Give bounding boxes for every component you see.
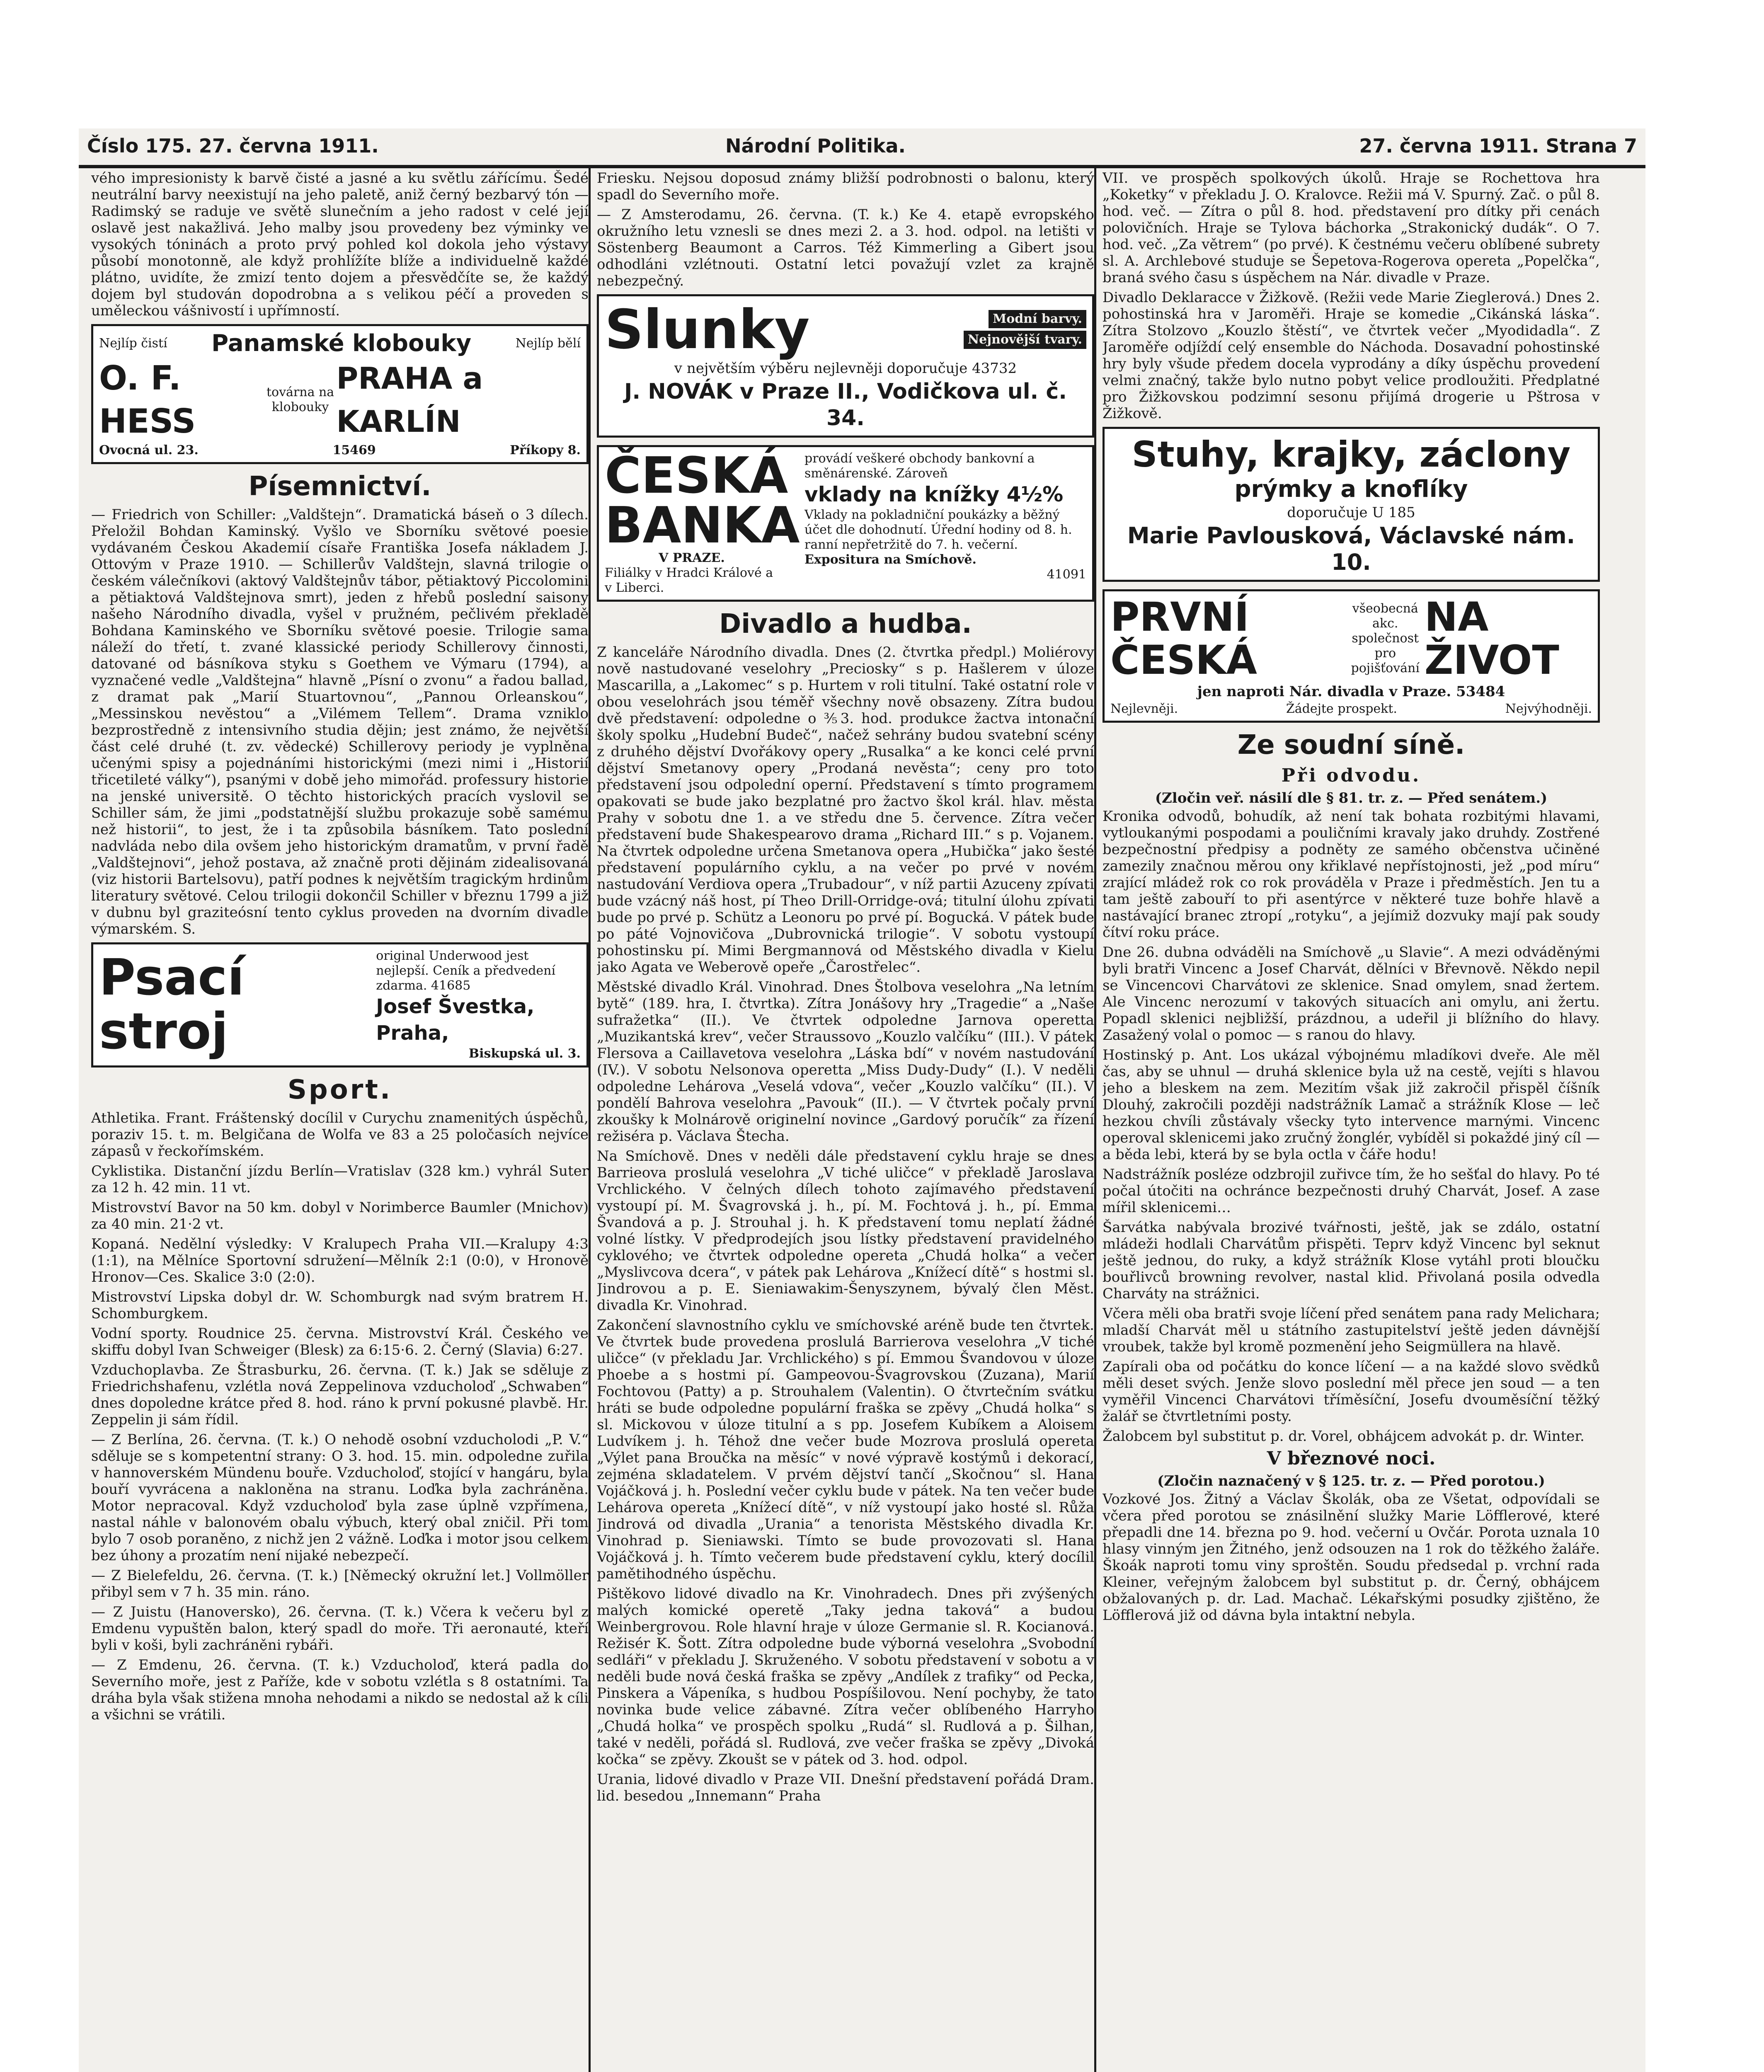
- ad-text: V PRAZE.: [659, 551, 725, 565]
- court-paragraph: Včera měli oba bratři svoje líčení před senátem pana rady Melichara; mladší Charvát měl u státního zastupitelství ještě jeden dávnější vroubek, takže byl kromě pozmenění jeho Seigmüllera na hlavě.: [1102, 1305, 1600, 1355]
- ad-text: doporučuje U 185: [1287, 504, 1415, 521]
- ad-highlight: vklady na knížky 4½%: [804, 482, 1064, 506]
- theatre-item: Z kanceláře Národního divadla. Dnes (2. čtvrtka předpl.) Moliérovy nově nastudované veselohry „Preciosky“ s p. Hašlerem v úloze Mascarilla, a „Lakomec“ s p. Hurtem v roli titulní. Také ostatní role v obou veselohrách jsou téměř všechny nově obsazeny. Zítra budou dvě představení: odpoledne o ⅗3. hod. produkce žactva intonační školy spolku „Hudební Budeč“, načež sehrány budou svatební scény z druhého dějství Dvořákovy opery „Rusalka“ a ke konci celé první dějství Smetanovy opery „Prodaná nevěsta“; ceny pro toto představení jsou odpolední operní. Představení s tímto programem opakovati se bude jako bezplatné pro žactvo škol král. hlav. města Prahy v sobotu dne 1. a ve středu dne 5. července. Zítra večer představení bude Shakespearovo drama „Richard III.“ s p. Vojanem. Na čtvrtek odpoledne určena Smetanova opera „Hubička“ jako šesté představení populárního cyklu, a na večer po prvé v novém nastudování Verdiova opera „Trubadour“, v níž partii Azuceny zpívati bude vzácný náš host, pí Theo Drill-Orridge-ová; titulní úlohu zpívati bude po prvé p. Schütz a Leonoru po prvé pí. Bogucká. V pátek bude po páté Vojnovičova „Dubrovnická trilogie“. V sobotu vystoupí pohostinsku pí. Mimi Bergmannová od Městského divadla v Kielu jako Agata ve Weberově opeře „Čarostřelec“.: [597, 644, 1094, 975]
- ad-code: 15469: [332, 443, 376, 457]
- section-title-court: Ze soudní síně.: [1237, 730, 1465, 760]
- ad-text: Nejvýhodněji.: [1505, 702, 1592, 716]
- sport-item: Vodní sporty. Roudnice 25. června. Mistrovství Král. Českého ve skiffu dobyl Ivan Schweiger (Blesk) za 6:15·6. 2. Černý (Slavia) 6:27.: [91, 1325, 589, 1358]
- header-date-page: 27. června 1911. Strana 7: [1359, 135, 1637, 157]
- ad-text: Expositura na Smíchově.: [804, 552, 976, 567]
- court-charge: (Zločin naznačený v § 125. tr. z. — Před porotou.): [1157, 1473, 1545, 1489]
- header-issue: Číslo 175. 27. června 1911.: [87, 135, 379, 157]
- ad-company: J. NOVÁK v Praze II., Vodičkova ul. č. 34.: [624, 379, 1067, 431]
- theatre-item: VII. ve prospěch spolkových úkolů. Hraje se Rochettova hra „Koketky“ v překladu J. O. Kralovce. Režii má V. Spurný. Zač. o půl 8. hod. več. — Zítra o půl 8. hod. představení pro dítky při cenách polovičních. Hraje se Tylova báchorka „Strakonický dudák“. O 7. hod. več. „Za větrem“ (po prvé). K čestnému večeru oblíbené subrety sl. A. Archlebové studuje se Šepetova-Rogerova opereta „Popelčka“, braná svého času s úspěchem na Nár. divadle v Praze.: [1102, 170, 1600, 286]
- section-title-theatre: Divadlo a hudba.: [719, 609, 972, 639]
- ad-text: Nejlíp čistí: [99, 336, 167, 351]
- sport-item: Mistrovství Lipska dobyl dr. W. Schomburgk nad svým bratrem H. Schomburgkem.: [91, 1289, 589, 1322]
- ad-company: O. F. HESS: [99, 359, 196, 441]
- theatre-item: Urania, lidové divadlo v Praze VII. Dnešní představení pořádá Dram. lid. besedou „Innemann“ Praha: [597, 1771, 1094, 1804]
- header-masthead: Národní Politika.: [725, 135, 906, 157]
- sport-item: Kopaná. Nedělní výsledky: V Kralupech Praha VII.—Kralupy 4:3 (1:1), na Mělníce Sportovní sdružení—Mělník 2:1 (0:0), v Hronově Hronov—Ces. Skalice 3:0 (2:0).: [91, 1236, 589, 1285]
- ad-text: Filiálky v Hradci Králové a v Liberci.: [605, 566, 773, 595]
- ad-address: Příkopy 8.: [510, 443, 581, 457]
- theatre-item: Městské divadlo Král. Vinohrad. Dnes Štolbova veselohra „Na letním bytě“ (189. hra, I. čtvrtka). Zítra Jonášovy hry „Tragedie“ a „Naše sufražetka“ (II.). Ve čtvrtek odpoledne Jarnova operetta „Muzikantská krev“, večer Straussovo „Kouzlo valčíku“ (III.). V pátek Flersova a Caillavetova veselohra „Láska bdí“ v novém nastudování (IV.). V sobotu Nelsonova operetta „Miss Dudy-Dudy“ (I.). V neděli odpoledne Lehárova „Veselá vdova“, večer „Kouzlo valčíku“ (II.). V pondělí Bahrova veselohra „Pavouk“ (II.). — V čtvrtek počaly první zkoušky k Molnárově originelní novince „Gardový poručík“ za řízení režiséra p. Václava Štecha.: [597, 979, 1094, 1145]
- court-paragraph: Kronika odvodů, bohudík, až není tak bohata rozbitými hlavami, vytloukanými pospodami a pouličními kravaly jako druhdy. Zostřené bezpečnostní předpisy a podněty ze samého občenstva učiněné zamezily značnou měrou ony křiklavé nepřístojnosti, jež „pod míru“ zrající mládež rok co rok prováděla v Praze i předměstích. Jen tu a tam ještě zabouří to při asentýrce v některé tuze bohře hlavě a nastávající branec ztropí „rotyku“, a jejímiž dozvuky mají pak soudy čítví roku práce.: [1102, 808, 1600, 941]
- sport-item: — Z Juistu (Hanoversko), 26. června. (T. k.) Včera k večeru byl z Emdenu vypuštěn balon, který spadl do moře. Tři aeronauté, kteří byli v koši, byli zachráněni rybáři.: [91, 1604, 589, 1653]
- theatre-item: Zakončení slavnostního cyklu ve smíchovské aréně bude ten čtvrtek. Ve čtvrtek bude provedena proslulá Barrierova veselohra „V tiché uličce“ (v překladu Jar. Vrchlického) s pí. Emmou Švandovou v úloze Phoebe a s hostmi pí. Gampeovou-Švagrovskou (Zuzana), Marií Fochtovou (Patty) a p. Strouhalem (Valentin). O čtvrtečním svátku hráti se bude odpoledne populární fraška se zpěvy „Chudá holka“ s sl. Mickovou v úloze titulní a s pp. Josefem Kubíkem a Aloisem Ludvíkem j. h. Téhož dne večer bude Mozrova proslulá opereta „Výlet pana Broučka na měsíc“ v nové výpravě kostýmů i dekorací, zejména skladatelem. V prvém dějství tančí „Skočnou“ sl. Hana Vojáčková j. h. Poslední večer cyklu bude v pátek. Na ten večer bude Lehárova opereta „Knížecí dítě“, v níž vystoupí jako hosté sl. Růža Jindrová od divadla „Urania“ a tenorista Městského divadla Kr. Vinohrad p. Sieniawski. Tímto se bude provozovati sl. Hana Vojáčková j. h. Tímto večerem bude představení cyklu, který docílil pamětihodného úspěchu.: [597, 1317, 1094, 1582]
- ad-text: Žádejte prospekt.: [1286, 702, 1397, 716]
- ad-title: NA ŽIVOT: [1424, 594, 1559, 683]
- ad-ceska-banka: [597, 445, 1094, 602]
- ad-code: 41091: [1047, 567, 1086, 582]
- column-3: [1102, 170, 1600, 2072]
- ad-text: original Underwood jest nejlepší. Ceník a předvedení zdarma. 41685: [376, 949, 556, 993]
- header-rule: [79, 165, 1645, 168]
- ad-hess-hats: [91, 324, 589, 464]
- ad-title: ČESKÁ: [605, 447, 788, 505]
- court-paragraph: Hostinský p. Ant. Los ukázal výbojnému mladíkovi dveře. Ale měl čas, aby se uhnul — druhá sklenice byla už na cestě, vejíti s hlavou jeho a bleskem na zem. Mezitím však již zakročil přispěl číšník Dlouhý, zakročili později nadstrážník Lamač a strážník Klose — leč hezkou chvíli zůstávaly všecky tyto intervence marnými. Vincenc operoval sklenicemi jako zručný žonglér, vybíděl si pokaždé jiný cíl — a běda lebi, která by se byla octla v čáře hodu!: [1102, 1047, 1600, 1163]
- ad-address: Biskupská ul. 3.: [468, 1046, 581, 1061]
- page-header: [79, 131, 1645, 164]
- ad-subtitle: prýmky a knoflíky: [1234, 476, 1468, 503]
- ad-text: všeobecná akc. společnost pro pojišťování: [1351, 601, 1420, 675]
- ad-text: v největším výběru nejlevněji doporučuje 43732: [674, 360, 1017, 377]
- court-subtitle: V březnové noci.: [1267, 1448, 1436, 1469]
- ad-city: PRAHA a KARLÍN: [336, 361, 483, 439]
- ad-text: Nejlíp bělí: [515, 336, 581, 351]
- ad-company: Marie Pavlousková, Václavské nám. 10.: [1127, 523, 1575, 575]
- court-paragraph: Zapírali oba od počátku do konce líčení — a na každé slovo svědků měli deset svých. Jenže slovo poslední měl přece jen soud — a ten vyměřil Vincenci Charvátovi tříměsíční, Josefu dvouměsíční těžký žalář se čtvrtletními posty.: [1102, 1358, 1600, 1425]
- court-subtitle: Při odvodu.: [1281, 765, 1421, 786]
- court-charge: (Zločin veř. násilí dle § 81. tr. z. — Před senátem.): [1155, 790, 1548, 806]
- court-paragraph: Dne 26. dubna odváděli na Smíchově „u Slavie“. A mezi odváděnými byli bratři Vincenc a Josef Charvát, dělníci v Břevnově. Někdo nepil se Vincencovi Charvátovi ze sklenice. Snad omylem, snad žertem. Ale Vincenc nerozumí v takových situacích ani omylu, ani žertu. Popadl sklenici nejbližší, prázdnou, a udeřil ji blížního do hlavy. Zasažený volal o pomoc — s ranou do hlavy.: [1102, 944, 1600, 1043]
- ad-stuhy: [1102, 427, 1600, 582]
- section-title-sport: Sport.: [287, 1075, 393, 1105]
- column-2: [597, 170, 1094, 2072]
- ad-title: PRVNÍ ČESKÁ: [1110, 594, 1257, 683]
- ad-text: továrna na klobouky: [266, 385, 334, 414]
- ad-text: Modní barvy.: [989, 310, 1086, 328]
- ad-company: Josef Švestka, Praha,: [376, 995, 535, 1045]
- ad-title: Psací stroj: [99, 949, 245, 1060]
- sport-item: — Z Berlína, 26. června. (T. k.) O nehodě osobní vzducholodi „P. V.“ sděluje se s kompetentní strany: O 3. hod. 15. min. odpoledne zuřila v hannoverském Mündenu bouře. Vzducholoď, stojící v hangáru, byla bouří vyvrácena a nakloněna na stranu. Loďka byla zachráněna. Motor nepracoval. Když vzducholoď byla zase úplně vzpřímena, nastal náhle v balonovém obalu výbuch, který obal zničil. Při tom bylo 7 osob poraněno, z nichž jen 2 vážně. Loďka i motor jsou celkem bez úhony a prozatím není nijaké nebezpečí.: [91, 1431, 589, 1564]
- sport-item: Mistrovství Bavor na 50 km. dobyl v Norimberce Baumler (Mnichov) za 40 min. 21·2 vt.: [91, 1199, 589, 1232]
- ad-insurance: [1102, 589, 1600, 723]
- article-literature: — Friedrich von Schiller: „Valdštejn“. Dramatická báseň o 3 dílech. Přeložil Bohdan Kaminský. Vyšlo ve Sborníku světové poesie vydávaném Českou Akademií císaře Františka Josefa nákladem J. Ottovým v Praze 1910. — Schillerův Valdštejn, slavná trilogie o českém válečníkovi (aktový Valdštejnův tábor, pětiaktový Piccolomini a pětiaktová Valdštejnova smrt), jeden z hřebů poslední saisony našeho Národního divadla, vyšel v pružném, pečlivém překladě Bohdana Kaminského ve Sborníku světové poesie. Trilogie sama náleží do třetí, t. zvané klassické periody Schillerovy činnosti, datované od básníkova styku s Goethem ve Výmaru (1794), a vyznačené vedle „Valdštejna“ hlavně „Písní o zvonu“ a řadou ballad, z dramat pak „Marií Stuartovnou“, „Pannou Orleanskou“, „Messinskou nevěstou“ a „Vilémem Tellem“. Drama vzniklo bezprostředně z intensivního studia dějin; jest známo, že největší část celé druhé (t. zv. vědecké) Schillerovy periody je vyplněna učenými spisy a pojednáními historickými (mezi nimi i „Historií třicetileté války“), psanými v době jeho mimořád. professury historie na jenské universitě. O těchto historických pracích vyslovil se Schiller sám, že jimi „podstatnější službu prokazuje sobě samému než historii“, to jest, že i ta způsobila básníkem. Tato poslední nadvláda nebo dila ovšem jeho historickým dramatům, v první řadě „Valdštejnovi“, jehož postava, až značně proti dějinám zidealisovaná (viz historii Bartelsovu), patří podnes k největším tragickým hrdinům literatury světové. Celou trilogii dokončil Schiller v březnu 1799 a již v dubnu byl graziteósní tento cyklus proveden na dvorním divadle výmarském. S.: [91, 506, 589, 937]
- sport-item: — Z Bielefeldu, 26. června. (T. k.) [Německý okružní let.] Vollmöller přibyl sem v 7 h. 35 min. ráno.: [91, 1567, 589, 1600]
- ad-text: Vklady na pokladniční poukázky a běžný účet dle dohodnutí. Úřední hodiny od 8. h. ranní nepřetržitě do 7. h. večerní.: [804, 508, 1072, 552]
- ad-title: Stuhy, krajky, záclony: [1132, 434, 1571, 475]
- ad-sluniky: [597, 294, 1094, 438]
- column-divider: [589, 166, 591, 2072]
- theatre-item: Na Smíchově. Dnes v neděli dále představení cyklu hraje se dnes Barrieova proslulá veselohra „V tiché uličce“ v překladě Jaroslava Vrchlického. V čelných dílech tohoto zajímavého představení vystoupí pí. M. Švagrovská j. h., pí. M. Fochtová j. h., pí. Emma Švandová a p. J. Strouhal j. h. K představení tomu neplatí žádné volné lístky. V předprodejích jsou lístky představení pravidelného cyklového; ve čtvrtek odpoledne opereta „Chudá holka“ a večer „Myslivcova dcera“, v pátek pak Lehárova „Knížecí dítě“ s hostmi sl. Jindrovou a p. E. Sieniawakim-Šenyszynem, bývalý člen Měst. divadla Kr. Vinohrad.: [597, 1148, 1094, 1314]
- sport-item: Athletika. Frant. Fráštenský docílil v Curychu znamenitých úspěchů, poraziv 15. t. m. Belgičana de Wolfa ve 83 a 25 poločasích nejvíce zápasů v řeckořímském.: [91, 1110, 589, 1159]
- court-paragraph: Šarvátka nabývala brozivé tvářnosti, ještě, jak se zdálo, ostatní mládeži hodlali Charvátům přispěti. Teprv když Vincenc byl seknut ještě jednou, do ruky, a když strážník Klose vytáhl proti bloučku bouřlivců browning revolver, nastal klid. Přivolaná posila odvedla Charváty na strážnici.: [1102, 1219, 1600, 1302]
- court-paragraph: Žalobcem byl substitut p. dr. Vorel, obhájcem advokát p. dr. Winter.: [1102, 1428, 1585, 1445]
- section-title-literature: Písemnictví.: [248, 471, 431, 502]
- art-review-end: vého impresionisty k barvě čisté a jasné a ku světlu zářícímu. Šedé neutrální barvy neexistují na jeho paletě, aniž černý bezbarvý tón — Radimský se raduje ve světě slunečním a jeho radost v celé její oslavě jest nakažlivá. Jeho malby jsou provedeny bez výminky ve vysokých tóninách a proto prvý pohled kol dokola jeho výstavy působí monotonně, ale když prohlížíte blíže a individuelně každé plátno, uvidíte, že zmizí tento dojem a přesvědčíte se, že každý dojem byl studován dopodrobna a s velikou péčí a proveden s uměleckou vášnivostí i upřímností.: [91, 170, 589, 319]
- ad-address: jen naproti Nár. divadla v Praze. 53484: [1197, 683, 1505, 700]
- sport-item: Cyklistika. Distanční jízdu Berlín—Vratislav (328 km.) vyhrál Suter za 12 h. 42 min. 11 vt.: [91, 1163, 589, 1196]
- ad-title: Slunky: [605, 298, 810, 361]
- sport-item: — Z Emdenu, 26. června. (T. k.) Vzducholoď, která padla do Severního moře, jest z Paříže, kde v sobotu vzlétla s 8 ostatními. Ta dráha byla však stižena mnoha nehodami a nikdo se nedostal až k cíli a všichni se vrátili.: [91, 1657, 589, 1723]
- aviation-item: Friesku. Nejsou doposud známy bližší podrobnosti o balonu, který spadl do Severního moře.: [597, 170, 1094, 203]
- column-1: [91, 170, 589, 2072]
- ad-text: Nejnovější tvary.: [964, 331, 1086, 349]
- column-divider: [1094, 166, 1096, 2072]
- court-paragraph: Vozkové Jos. Žitný a Václav Školák, oba ze Všetat, odpovídali se včera před porotou se znásilnění služky Marie Löfflerové, které přepadli dne 14. března po 9. hod. večerní u Ovčár. Porota uznala 10 hlasy vinným jen Žitného, jenž odsouzen na 1 rok do těžkého žaláře. Škoák naproti tomu viny sproštěn. Soudu předsedal p. vrchní rada Kleiner, veřejným žalobcem byl substitut p. dr. Černý, obhájcem obžalovaných p. dr. Lad. Machač. Lékařskými posudky zjištěno, že Löfflerová již od dávna byla intaktní nebyla.: [1102, 1491, 1600, 1624]
- theatre-item: Divadlo Deklaracce v Žižkově. (Režii vede Marie Zieglerová.) Dnes 2. pohostinská hra v Jaroměři. Hraje se komedie „Cikánská láska“. Zítra Stolzovo „Kouzlo štěstí“, ve čtvrtek večer „Myodidadla“. Z Jaroměře odjíždí celý ensemble do Náchoda. Dosavadní pohostinské hry byly všude předem docela vyprodány a díky úspěchu provedení velmi značný, takže bylo nutno pobyt velice prodloužiti. Předplatné pro Žižkovskou podzimní sesonu přijímá drogerie u Pštrosa v Žižkově.: [1102, 289, 1600, 422]
- ad-title: BANKA: [605, 497, 800, 554]
- ad-typewriter: [91, 942, 589, 1067]
- court-paragraph: Nadstrážník posléze odzbrojil zuřivce tím, že ho sešťal do hlavy. Po té počal útočiti na ochránce bezpečnosti druhý Charvát, Josef. A zase mířil sklenicemi…: [1102, 1166, 1600, 1216]
- theatre-item: Pištěkovo lidové divadlo na Kr. Vinohradech. Dnes při zvýšených malých komické operetě „Taky jedna taková“ a budou Weinbergrovou. Role hlavní hraje v úloze Germanie sl. R. Kocianová. Režisér K. Šott. Zítra odpoledne bude výborná veselohra „Svobodní sedláři“ v překladu J. Skruženého. V sobotu představení v sobotu a v neděli bude nová česká fraška se zpěvy „Andílek z trafiky“ od Pecka, Pinskera a Vápeníka, s hudbou Pospíšilovou. Není pochyby, že tato novinka bude velice zábavné. Zítra večer oblíbeného Harryho „Chudá holka“ ve prospěch spolku „Rudá“ sl. Rudlová a p. Šilhan, také v neděli, pořádá sl. Rudlová, zve večer fraška se zpěvy „Divoká kočka“ se zpěvy. Zkoušt se v pátek od 3. hod. odpol.: [597, 1585, 1094, 1768]
- ad-text: provádí veškeré obchody bankovní a směnárenské. Zároveň: [804, 451, 1035, 481]
- ad-title: Panamské klobouky: [211, 330, 472, 357]
- ad-address: Ovocná ul. 23.: [99, 443, 199, 457]
- aviation-item: — Z Amsterodamu, 26. června. (T. k.) Ke 4. etapě evropského okružního letu vznesli se dnes mezi 2. a 3. hod. odpol. na letišti v Söstenberg Beaumont a Carros. Též Kimmerling a Gibert jsou odhodláni vzlétnouti. Ostatní letci považují vzlet za krajně nebezpečný.: [597, 206, 1094, 289]
- sport-item: Vzduchoplavba. Ze Štrasburku, 26. června. (T. k.) Jak se sděluje z Friedrichshafenu, vzlétla nová Zeppelinova vzducholoď „Schwaben“ dnes dopoledne krátce před 8. hod. ráno k první pokusné plavbě. Hr. Zeppelin ji sám řídil.: [91, 1362, 589, 1428]
- ad-text: Nejlevněji.: [1110, 702, 1178, 716]
